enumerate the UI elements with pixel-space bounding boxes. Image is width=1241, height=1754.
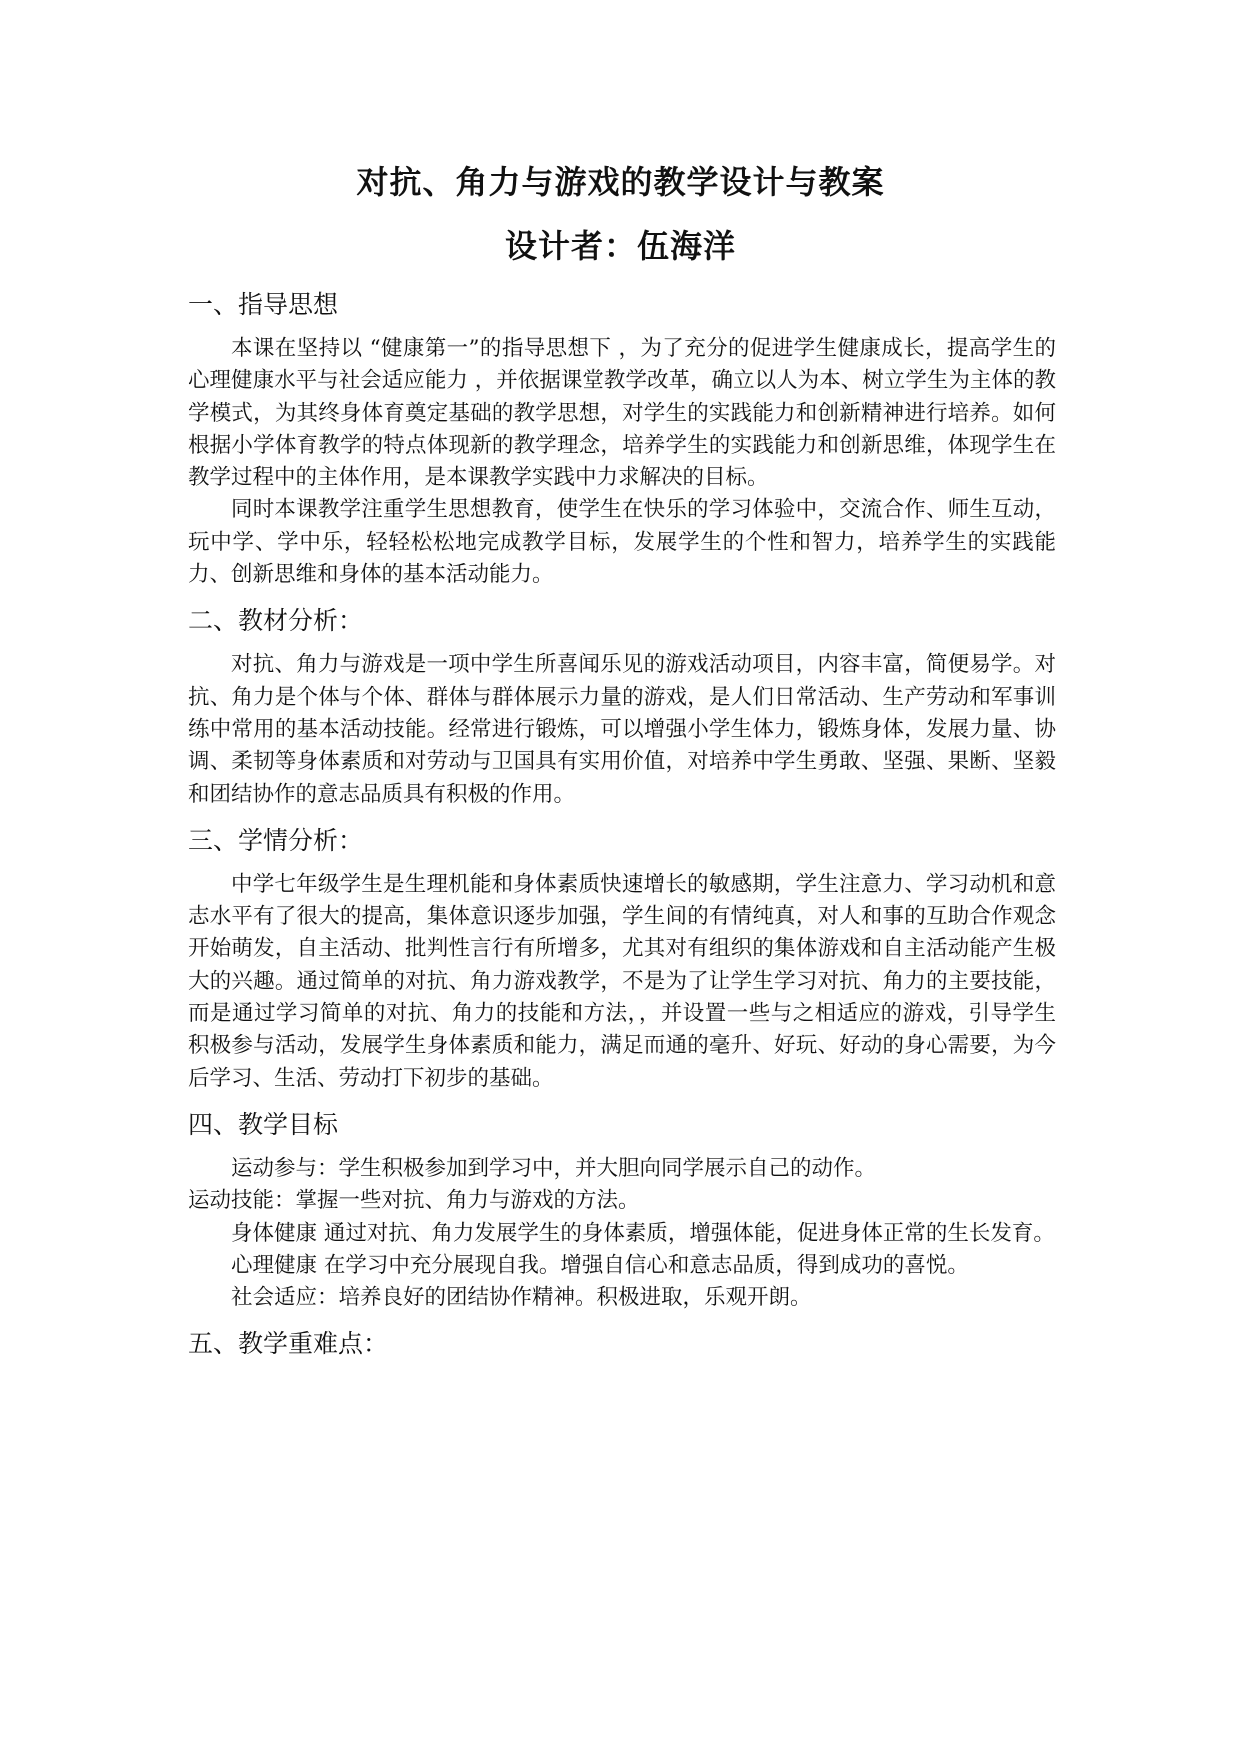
objective-participation: 运动参与：学生积极参加到学习中，并大胆向同学展示自己的动作。 <box>231 1155 877 1181</box>
document-title: 对抗、角力与游戏的教学设计与教案 <box>356 163 885 201</box>
document-author: 设计者：伍海洋 <box>504 227 736 265</box>
objective-social-adaptation: 社会适应：培养良好的团结协作精神。积极进取，乐观开朗。 <box>231 1285 812 1311</box>
section-learner-analysis <box>188 823 1056 1095</box>
objective-physical-health: 身体健康 通过对抗、角力发展学生的身体素质，增强体能，促进身体正常的生长发育。 <box>231 1220 1055 1246</box>
paragraph: 中学七年级学生是生理机能和身体素质快速增长的敏感期，学生注意力、学习动机和意志水平有了很大的提高，集体意识逐步加强，学生间的有情纯真，对人和事的互助合作观念开始萌发，自主活动、批判性言行有所增多，尤其对有组织的集体游戏和自主活动能产生极大的兴趣。通过简单的对抗、角力游戏教学，不是为了让学生学习对抗、角力的主要技能，而是通过学习简单的对抗、角力的技能和方法，，并设置一些与之相适应的游戏，引导学生积极参与活动，发展学生身体素质和能力，满足而通的毫升、好玩、好动的身心需要，为今后学习、生活、劳动打下初步的基础。 <box>188 871 1056 1091</box>
section-heading: 四、教学目标 <box>188 1109 339 1139</box>
section-heading: 五、教学重难点： <box>188 1329 389 1359</box>
objective-mental-health: 心理健康 在学习中充分展现自我。增强自信心和意志品质，得到成功的喜悦。 <box>231 1252 969 1278</box>
section-guiding-ideology <box>188 287 1056 591</box>
section-key-difficulties <box>188 1326 1056 1362</box>
section-teaching-objectives <box>188 1107 1056 1314</box>
section-heading: 一、指导思想 <box>188 290 339 319</box>
paragraph: 同时本课教学注重学生思想教育，使学生在快乐的学习体验中，交流合作、师生互动，玩中学、学中乐，轻轻松松地完成教学目标，发展学生的个性和智力，培养学生的实践能力、创新思维和身体的基本活动能力。 <box>188 497 1056 588</box>
paragraph: 本课在坚持以 “健康第一”的指导思想下 ，为了充分的促进学生健康成长，提高学生的心理健康水平与社会适应能力 ，并依据课堂教学改革，确立以人为本、树立学生为主体的教学模式，为其终身体育奠定基础的教学思想，对学生的实践能力和创新精神进行培养。如何根据小学体育教学的特点体现新的教学理念，培养学生的实践能力和创新思维，体现学生在教学过程中的主体作用，是本课教学实践中力求解决的目标。 <box>188 336 1056 491</box>
section-heading: 三、学情分析： <box>188 825 364 855</box>
objective-skills: 运动技能：掌握一些对抗、角力与游戏的方法。 <box>188 1188 640 1214</box>
document-body <box>188 287 1056 1372</box>
paragraph: 对抗、角力与游戏是一项中学生所喜闻乐见的游戏活动项目，内容丰富，简便易学。对抗、角力是个体与个体、群体与群体展示力量的游戏，是人们日常活动、生产劳动和军事训练中常用的基本活动技能。经常进行锻炼，可以增强小学生体力，锻炼身体，发展力量、协调、柔韧等身体素质和对劳动与卫国具有实用价值，对培养中学生勇敢、坚强、果断、坚毅和团结协作的意志品质具有积极的作用。 <box>188 652 1056 807</box>
section-heading: 二、教材分析： <box>188 606 364 636</box>
section-material-analysis <box>188 603 1056 810</box>
